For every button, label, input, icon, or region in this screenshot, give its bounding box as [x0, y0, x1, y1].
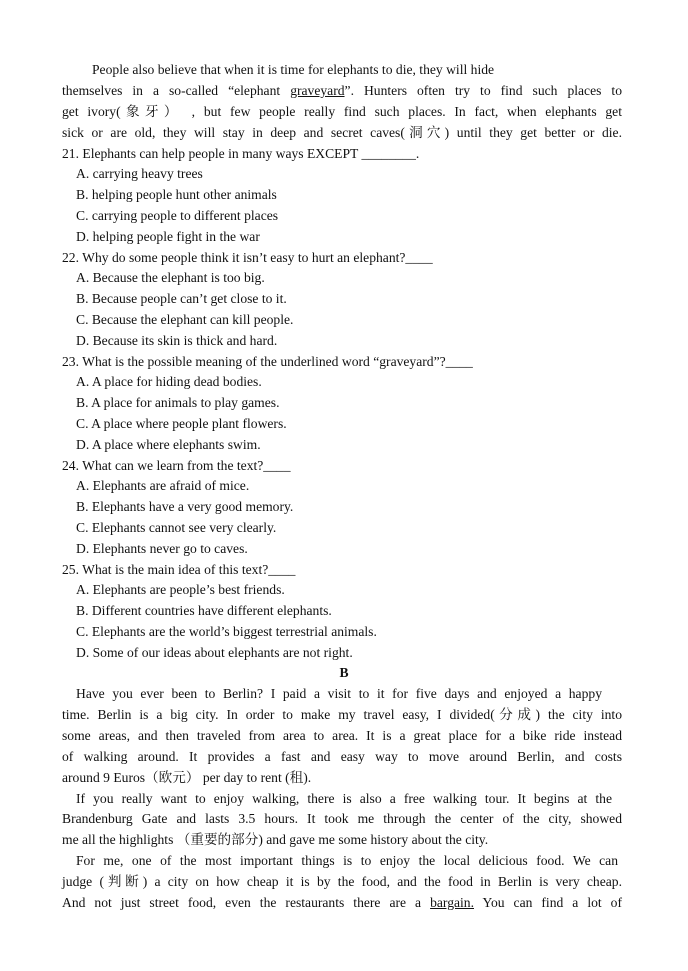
- question-22-stem: 22. Why do some people think it isn’t easy to hurt an elephant?____: [62, 250, 433, 265]
- question-23-option-d: D. A place where elephants swim.: [76, 437, 261, 452]
- question-25-option-d: D. Some of our ideas about elephants are not right.: [76, 645, 353, 660]
- question-23-option-b: B. A place for animals to play games.: [76, 395, 280, 410]
- question-24-stem: 24. What can we learn from the text?____: [62, 458, 291, 473]
- question-21-stem: 21. Elephants can help people in many ways EXCEPT ________.: [62, 146, 420, 161]
- passage-b-p1-line-5: around 9 Euros（欧元） per day to rent (租).: [62, 770, 312, 785]
- underlined-word-bargain: bargain.: [430, 895, 474, 910]
- question-24-option-a: A. Elephants are afraid of mice.: [76, 478, 250, 493]
- passage-b-p1-line-3: some areas, and then traveled from area to area. It is a great place for a bike ride instead: [62, 728, 622, 743]
- question-25-option-c: C. Elephants are the world’s biggest terrestrial animals.: [76, 624, 377, 639]
- question-21-option-b: B. helping people hunt other animals: [76, 187, 277, 202]
- passage-b-p3-line-2: judge (判断) a city on how cheap it is by the food, and the food in Berlin is very cheap.: [62, 874, 622, 889]
- question-23-option-a: A. A place for hiding dead bodies.: [76, 374, 262, 389]
- question-25-stem: 25. What is the main idea of this text?____: [62, 562, 296, 577]
- question-23-stem: 23. What is the possible meaning of the underlined word “graveyard”?____: [62, 354, 473, 369]
- passage-b-p1-line-2: time. Berlin is a big city. In order to make my travel easy, I divided(分成) the city into: [62, 707, 622, 722]
- passage-b-p2-line-2: Brandenburg Gate and lasts 3.5 hours. It took me through the center of the city, showed: [62, 811, 622, 826]
- passage-a-line-2: themselves in a so-called “elephant graveyard”. Hunters often try to find such places to: [62, 83, 622, 98]
- question-21-option-d: D. helping people fight in the war: [76, 229, 260, 244]
- underlined-word-graveyard: graveyard: [290, 83, 345, 98]
- question-24-option-b: B. Elephants have a very good memory.: [76, 499, 294, 514]
- question-24-option-c: C. Elephants cannot see very clearly.: [76, 520, 277, 535]
- passage-b-p1-line-1: Have you ever been to Berlin? I paid a visit to it for five days and enjoyed a happy: [76, 686, 602, 701]
- passage-b-p1-line-4: of walking around. It provides a fast and easy way to move around Berlin, and costs: [62, 749, 622, 764]
- section-b-heading: B: [339, 665, 349, 680]
- question-22-option-d: D. Because its skin is thick and hard.: [76, 333, 278, 348]
- question-22-option-c: C. Because the elephant can kill people.: [76, 312, 294, 327]
- question-24-option-d: D. Elephants never go to caves.: [76, 541, 248, 556]
- question-21-option-a: A. carrying heavy trees: [76, 166, 203, 181]
- passage-b-p2-line-3: me all the highlights （重要的部分) and gave me some history about the city.: [62, 832, 489, 847]
- question-22-option-b: B. Because people can’t get close to it.: [76, 291, 287, 306]
- passage-b-p3-line-3: And not just street food, even the restaurants there are a bargain. You can find a lot of: [62, 895, 622, 910]
- passage-b-p3-line-1: For me, one of the most important things is to enjoy the local delicious food. We can: [76, 853, 618, 868]
- question-21-option-c: C. carrying people to different places: [76, 208, 279, 223]
- question-25-option-b: B. Different countries have different elephants.: [76, 603, 332, 618]
- passage-b-p2-line-1: If you really want to enjoy walking, there is also a free walking tour. It begins at the: [76, 791, 612, 806]
- passage-a-line-3: get ivory(象牙） , but few people really find such places. In fact, when elephants get: [62, 104, 622, 119]
- question-22-option-a: A. Because the elephant is too big.: [76, 270, 265, 285]
- passage-a-line-1: People also believe that when it is time for elephants to die, they will hide: [92, 62, 495, 77]
- question-23-option-c: C. A place where people plant flowers.: [76, 416, 287, 431]
- question-25-option-a: A. Elephants are people’s best friends.: [76, 582, 285, 597]
- passage-a-line-4: sick or are old, they will stay in deep and secret caves(洞穴) until they get better or die.: [62, 125, 622, 140]
